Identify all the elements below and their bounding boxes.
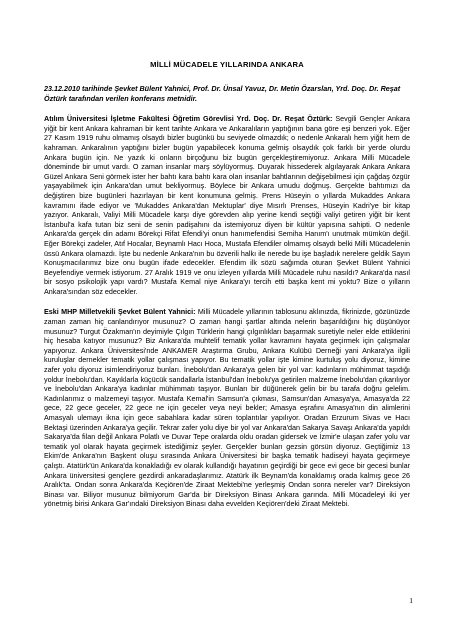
speaker-name: Eski MHP Milletvekili Şevket Bülent Yahnici:: [44, 307, 196, 317]
document-title: MİLLİ MÜCADELE YILLARINDA ANKARA: [150, 60, 304, 69]
paragraph-2: [44, 307, 410, 508]
paragraph-text: Milli Mücadele yıllarının tablosunu aklınızda, fikrinizde, gözünüzde zaman zaman hiç canlandırıyor musunuz? O zaman hangi şartlar altında nelerin başarıldığını hiç düşünüyor musunuz? Turgut Özakman'ın deyimiyle Çılgın Türklerin hangi çılgınlıkları başarmak suretiyle neler elde ettiklerini hiç hesaba katıyor musunuz? Biz Ankara'da muhtelif tematik yollar kavramını hayata geçirmek için çalışmalar yapıyoruz. Ankara Üniversitesi'nde ANKAMER Araştırma Grubu, Ankara Kulübü Derneği yani Ankara'ya ilgili kuruluşlar dernekler tematik yollar çalışması yapıyor. Bu tematik yollar işte kimine kurtuluş yolu diyoruz, kimine zafer yolu diyoruz isimlendiriyoruz bunları. İnebolu'dan Ankara'ya gelen bir yol var: kadınların mühimmat taşıdığı yoldur İnebolu'dan. Kayıklarla küçücük sandallarla İstanbul'dan İnebolu'ya getirilen malzeme İnebolu'dan çıkarılıyor ve İnebolu'dan Ankara'ya kadınlar mühimmatı taşıyor. Bunları bir düğünerek gelin bir bu tarafa doğru gelelim. Kadınlarımız o malzemeyi taşıyor. Mustafa Kemal'in Samsun'a çıkması, Samsun'dan Amasya'ya, Amasya'da 22 gece, 22 gece geceler, 22 gece ne için geceler veya neyi bekler; Amasya eşrafını Amasya'nın din alimlerini Amasyalı ulemayı ikna için gece sabahlara kadar süren toplantılar yapılıyor. Oradan Erzurum Sivas ve Hacı Bektaşi üzerinden Ankara'ya geçilir. Tekrar zafer yolu diye bir yol var Ankara'dan Sakarya Savaşı Ankara'da yapıldı Sakarya'da filan değil Ankara Polatlı ve Duvar Tepe oralarda oldu oradan gidersek ve İzmir'e ulaşan zafer yolu var tematik yol olarak hayata geçirmek istediğimiz şeyler. Gerçekler bunları gezsin görsün diyoruz. Geçtiğimiz 13 Ekim'de Ankara'nın Başkent oluşu sırasında Ankara Üniversitesi bir başka tematik hadiseyi hayata geçirmeye çalıştı. Atatürk'ün Ankara'da konakladığı ev olarak kullandığı hayatının geçirdiği bir gece evi gece bir gecesi bunlar Ankara üniversitesi gençlere gezdirdi ankaradaşlarımız. Atatürk ilk Beynam'da konaklamış orada kalmış gece 26 Aralık'ta. Ondan sonra Ankara'da Keçiören'de Ziraat Mektebi'ne yerleşmiş Ondan sonra nereler var? Direksiyon Binası var. Biliyor musunuz bilmiyorum Gar'da bir Direksiyon Binası Ankara garında. Milli Mücadeleyi iki yer yönetmiş birisi Ankara Gar'ındaki Direksiyon Binası daha evvelden Keçiören'deki Ziraat Mektebi.: [44, 307, 410, 509]
speaker-name: Atılım Üniversitesi İşletme Fakültesi Öğretim Görevlisi Yrd. Doç. Dr. Reşat Öztürk:: [44, 114, 333, 124]
paragraph-text: Sevgili Gençler Ankara yiğit bir kent Ankara kahraman bir kent tarihte Ankara ve Ankaralıların yaptığının bana göre eşi benzeri yok. Eğer 27 Kasım 1919 ruhu olmamış olsaydı bizler bugünkü bu seviyede olmazdık; o nedenle Ankaralı hem yiğit hem de kahraman. Ankaralının yaptığını bizler bugün yapabilecek konuma gelmiş olsaydık çok farklı bir yerde olurdu Ankara bugün için. Ne yazık ki onların birçoğunu biz bugün gerçekleştiremiyoruz. Ankara Milli Mücadele döneminde bir umut vardı. O zaman insanlar marş söylüyormuş. Duyarak hissederek algılayarak Ankara Ankara Güzel Ankara Seni görmek ister her bahtı kara bahtı kara olan insanlar bahtlarının değişebilmesi için çağdaş özgür yaşayabilmek için Ankara'dan umut bekliyormuş. Böylece bir Ankara umudu doğmuş. Gerçekte bahtımızı da değiştiren bize bugünleri hazırlayan bir kent konumuna gelmiş. Prens Hüseyin o yıllarda Mukaddes Ankara kavramını ifade ediyor ve 'Mukaddes Ankara'dan Mektuplar' diye Mısırlı Prenses, Hüseyin Kadri'ye bir kitap yazıyor. Ankaralı, Valiyi Milli Mücadele karşı diye görevden alıp yerine kendi seçtiği valiyi getiren yiğit bir kent İstanbul'a kafa tutan biz seni de senin padişahını da istemiyoruz diyen bir kültür yapısına sahipti. O nedenle Ankara'da gerçek din adamı Börekçi Rifat Efendi'yi onun hanımefendisi Semiha Hanım'ı unutmak mümkün değil. Eğer Börekçi zadeler, Atıf Hocalar, Beynamlı Hacı Hoca, Mustafa Efendiler olmamış olsaydı belki Milli Mücadelenin üssü Ankara olamazdı. İşte bu nedenle Ankara'nın bu özverili halkı ile nerede bu işe başladık nerelere geldik Sayın Konuşmacılarımız bize onu bugün ifade edecekler. Efendim ilk sözü sağımda oturan Şevket Bülent Yahnici Beyefendiye vermek istiyorum. 27 Aralık 1919 ve onu izleyen yıllarda Milli Mücadele ruhu nasıldı? Ankara'da nasıl bir sosyo psikolojik yapı vardı? Mustafa Kemal niye Ankara'yı tercih etti başka kent mi yoktu? Bize o yılların Ankara'sından söz edecekler.: [44, 114, 410, 296]
document-page: [44, 60, 410, 520]
paragraph-1: [44, 114, 410, 296]
document-intro: 23.12.2010 tarihinde Şevket Bülent Yahnici, Prof. Dr. Ünsal Yavuz, Dr. Metin Özarslan, Yrd. Doç. Dr. Reşat Öztürk tarafından verilen konferans metnidir.: [44, 84, 401, 103]
page-number: 1: [409, 596, 413, 605]
